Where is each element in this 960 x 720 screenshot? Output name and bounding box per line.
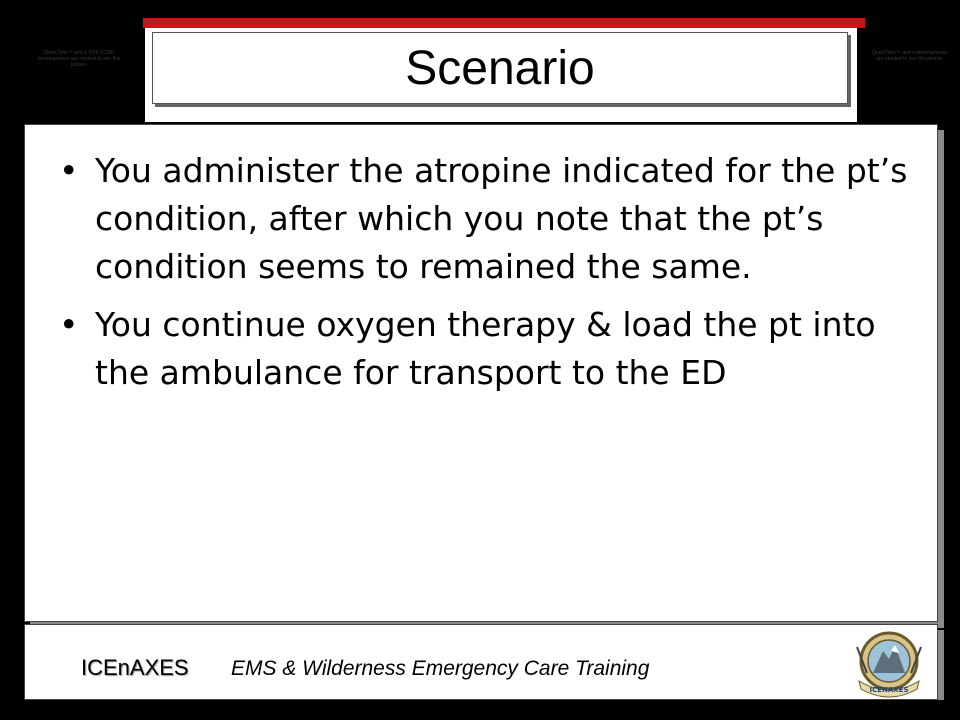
- title-box: [152, 32, 848, 104]
- footer-panel: [24, 624, 938, 700]
- svg-text:ICENAXES: ICENAXES: [869, 686, 909, 694]
- slide-title: Scenario: [405, 41, 595, 95]
- bullet-text: You continue oxygen therapy & load the pt into the ambulance for transport to the ED: [95, 305, 876, 392]
- bullet-list: [59, 147, 929, 407]
- content-panel: [24, 124, 938, 622]
- quicktime-placeholder-right: QuickTime™ and a decompressor are needed to see this picture.: [872, 50, 948, 62]
- footer-tagline: EMS & Wilderness Emergency Care Training: [231, 657, 650, 680]
- footer-brand: ICEnAXES: [81, 655, 189, 680]
- quicktime-placeholder-left: QuickTime™ and a TIFF (LZW) decompressor are needed to see this picture.: [37, 50, 121, 68]
- bullet-marker: •: [59, 151, 79, 190]
- bullet-item: [59, 147, 929, 291]
- title-accent-bar: [143, 18, 865, 28]
- bullet-item: [59, 301, 929, 397]
- bullet-marker: •: [59, 305, 79, 344]
- icenaxes-logo-icon: [851, 629, 927, 699]
- bullet-text: You administer the atropine indicated for the pt’s condition, after which you note that the pt’s condition seems to remained the same.: [95, 151, 908, 286]
